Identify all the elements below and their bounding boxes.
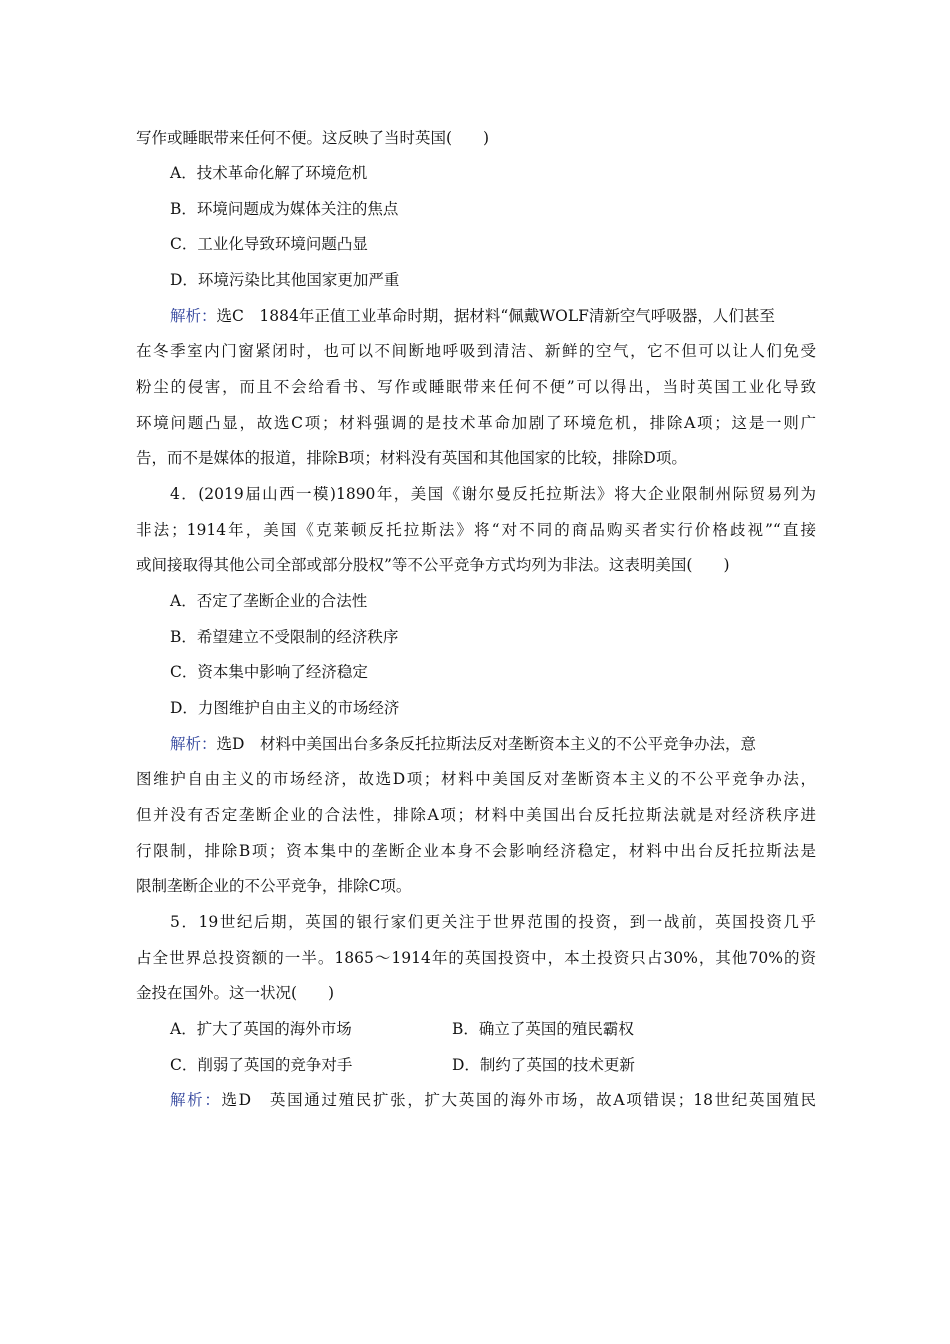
q5-option-d: D．制约了英国的技术更新 xyxy=(452,1056,635,1074)
q5-option-c: C．削弱了英国的竞争对手 xyxy=(170,1056,353,1074)
q4-stem-line: 4．(2019届山西一模)1890年，美国《谢尔曼反托拉斯法》将大企业限制州际贸易列为 xyxy=(170,485,816,503)
q3-analysis-line: 在冬季室内门窗紧闭时，也可以不间断地呼吸到清洁、新鲜的空气，它不但可以让人们免受 xyxy=(136,342,816,360)
q4-analysis-line: 图维护自由主义的市场经济，故选D项；材料中美国反对垄断资本主义的不公平竞争办法， xyxy=(136,770,816,788)
analysis-label: 解析： xyxy=(170,1091,222,1109)
q4-stem-line: 非法；1914年，美国《克莱顿反托拉斯法》将“对不同的商品购买者实行价格歧视”“直接 xyxy=(136,521,816,539)
q4-option-d: D．力图维护自由主义的市场经济 xyxy=(170,699,400,717)
q4-stem-line: 或间接取得其他公司全部或部分股权”等不公平竞争方式均列为非法。这表明美国( ) xyxy=(136,556,730,574)
q3-stem-end: 写作或睡眠带来任何不便。这反映了当时英国( ) xyxy=(136,129,490,147)
q5-stem-line: 占全世界总投资额的一半。1865～1914年的英国投资中，本土投资只占30%，其他70%的资 xyxy=(136,949,816,967)
q4-analysis-line: 限制垄断企业的不公平竞争，排除C项。 xyxy=(136,877,412,895)
q3-option-a: A．技术革命化解了环境危机 xyxy=(170,164,368,182)
q5-stem-line: 5．19世纪后期，英国的银行家们更关注于世界范围的投资，到一战前，英国投资几乎 xyxy=(170,913,816,931)
q5-option-b: B．确立了英国的殖民霸权 xyxy=(452,1020,634,1038)
q5-option-a: A．扩大了英国的海外市场 xyxy=(170,1020,352,1038)
q3-analysis-line: 环境问题凸显，故选C项；材料强调的是技术革命加剧了环境危机，排除A项；这是一则广 xyxy=(136,414,816,432)
q3-analysis-line: 粉尘的侵害，而且不会给看书、写作或睡眠带来任何不便”可以得出，当时英国工业化导致 xyxy=(136,378,816,396)
q4-analysis-line: 但并没有否定垄断企业的合法性，排除A项；材料中美国出台反托拉斯法就是对经济秩序进 xyxy=(136,806,816,824)
q5-stem-line: 金投在国外。这一状况( ) xyxy=(136,984,335,1002)
q3-option-d: D．环境污染比其他国家更加严重 xyxy=(170,271,400,289)
analysis-label: 解析： xyxy=(170,307,217,325)
q4-option-a: A．否定了垄断企业的合法性 xyxy=(170,592,368,610)
q3-analysis-line: 告，而不是媒体的报道，排除B项；材料没有英国和其他国家的比较，排除D项。 xyxy=(136,449,687,467)
q3-option-b: B．环境问题成为媒体关注的焦点 xyxy=(170,200,399,218)
q5-analysis-first-line: 解析：选D 英国通过殖民扩张，扩大英国的海外市场，故A项错误；18世纪英国殖民 xyxy=(170,1091,816,1109)
q5-options-row-1 xyxy=(170,1018,850,1040)
analysis-label: 解析： xyxy=(170,735,217,753)
q4-analysis-line: 行限制，排除B项；资本集中的垄断企业本身不会影响经济稳定，材料中出台反托拉斯法是 xyxy=(136,842,816,860)
q3-analysis-first-line: 解析：选C 1884年正值工业革命时期，据材料“佩戴WOLF清新空气呼吸器，人们甚至 xyxy=(170,307,775,325)
q4-analysis-first-line: 解析：选D 材料中美国出台多条反托拉斯法反对垄断资本主义的不公平竞争办法，意 xyxy=(170,735,756,753)
q3-option-c: C．工业化导致环境问题凸显 xyxy=(170,235,368,253)
q4-option-c: C．资本集中影响了经济稳定 xyxy=(170,663,368,681)
q4-option-b: B．希望建立不受限制的经济秩序 xyxy=(170,628,399,646)
q5-options-row-2 xyxy=(170,1054,850,1076)
